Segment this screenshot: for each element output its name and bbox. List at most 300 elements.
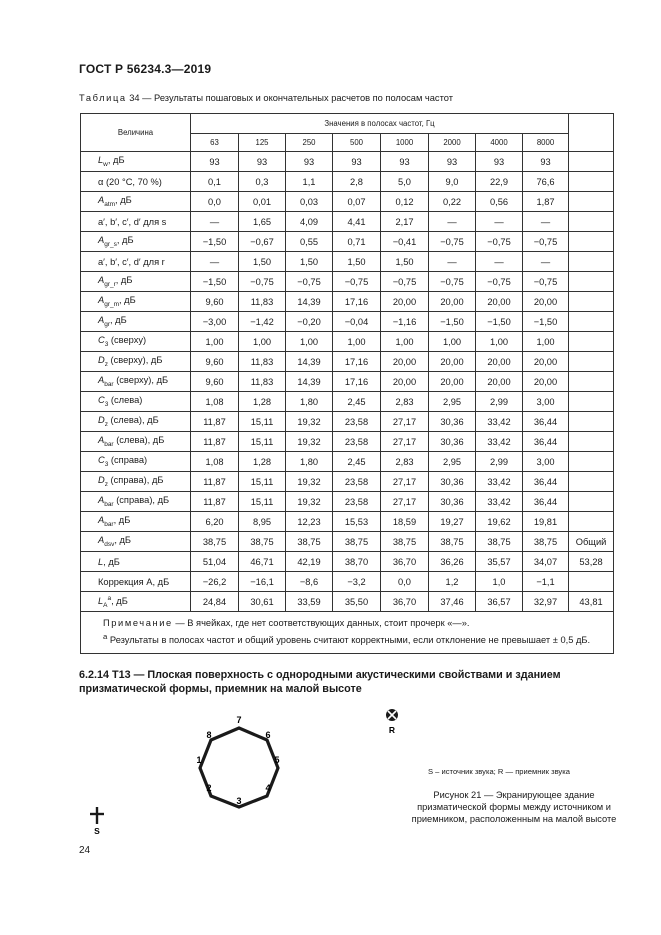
total-cell	[569, 412, 614, 432]
table-cell: —	[429, 212, 476, 232]
table-cell: 23,58	[333, 472, 381, 492]
table-cell: 23,58	[333, 492, 381, 512]
table-cell: 38,75	[476, 532, 523, 552]
table-cell: 20,00	[429, 292, 476, 312]
frequency-header: 125	[239, 134, 286, 152]
table-row	[81, 452, 614, 472]
table-cell: 18,59	[381, 512, 429, 532]
table-cell: 3,00	[523, 392, 569, 412]
row-quantity	[81, 292, 191, 312]
results-table	[80, 113, 614, 654]
table-cell: 20,00	[381, 372, 429, 392]
source-icon	[90, 807, 104, 824]
quantity-symbol: D	[98, 355, 105, 366]
row-quantity	[81, 272, 191, 292]
quantity-symbol: A	[98, 435, 105, 446]
table-row	[81, 172, 614, 192]
table-cell: 1,00	[286, 332, 333, 352]
table-cell: 38,70	[333, 552, 381, 572]
table-cell: 11,87	[191, 412, 239, 432]
table-cell: 4,09	[286, 212, 333, 232]
table-cell: 2,99	[476, 452, 523, 472]
table-cell: 32,97	[523, 592, 569, 612]
quantity-subscript: 3	[104, 400, 109, 408]
quantity-unit: , дБ	[111, 595, 128, 606]
total-cell	[569, 472, 614, 492]
table-cell: 2,83	[381, 392, 429, 412]
quantity-symbol: A	[98, 295, 105, 306]
table-cell: 9,0	[429, 172, 476, 192]
table-row	[81, 472, 614, 492]
table-cell: −0,75	[381, 272, 429, 292]
table-cell: 38,75	[523, 532, 569, 552]
total-cell	[569, 432, 614, 452]
total-cell	[569, 352, 614, 372]
quantity-subscript: gr	[104, 320, 110, 328]
row-quantity	[81, 212, 191, 232]
quantity-unit: , дБ	[103, 556, 120, 567]
table-cell: 4,41	[333, 212, 381, 232]
quantity-subscript: 3	[104, 340, 109, 348]
quantity-symbol: L	[98, 556, 104, 567]
total-cell	[569, 572, 614, 592]
row-quantity	[81, 332, 191, 352]
table-cell: −0,75	[429, 232, 476, 252]
frequency-header: 2000	[429, 134, 476, 152]
table-cell: −3,2	[333, 572, 381, 592]
table-cell: 38,75	[239, 532, 286, 552]
table-cell: 22,9	[476, 172, 523, 192]
table-cell: −8,6	[286, 572, 333, 592]
table-cell: 35,50	[333, 592, 381, 612]
row-quantity	[81, 592, 191, 612]
section-heading: 6.2.14 Т13 — Плоская поверхность с однородными акустическими свойствами и зданием призматической формы, приемник на малой высоте	[79, 669, 561, 695]
table-cell: 15,11	[239, 492, 286, 512]
row-quantity	[81, 412, 191, 432]
table-cell: 36,26	[429, 552, 476, 572]
vertex-label: 5	[274, 755, 280, 765]
quantity-symbol: C	[98, 395, 105, 406]
table-cell: 20,00	[476, 352, 523, 372]
table-caption	[79, 93, 453, 103]
quantity-subscript: gr_r	[104, 280, 116, 288]
table-cell: 24,84	[191, 592, 239, 612]
total-cell	[569, 192, 614, 212]
table-cell: 20,00	[523, 372, 569, 392]
quantity-unit: , дБ	[115, 275, 133, 286]
total-cell	[569, 452, 614, 472]
table-cell: −26,2	[191, 572, 239, 592]
table-row	[81, 152, 614, 172]
table-cell: 5,0	[381, 172, 429, 192]
row-quantity	[81, 172, 191, 192]
vertex-label: 7	[236, 715, 242, 725]
receiver-label: R	[388, 725, 396, 735]
table-cell: 19,32	[286, 432, 333, 452]
quantity-unit: (слева)	[108, 395, 143, 406]
table-cell: 11,83	[239, 292, 286, 312]
table-cell: 1,00	[191, 332, 239, 352]
table-cell: 36,70	[381, 552, 429, 572]
table-cell: 17,16	[333, 352, 381, 372]
quantity-subscript: bar	[104, 380, 114, 388]
table-cell: 1,08	[191, 392, 239, 412]
table-cell: 1,28	[239, 392, 286, 412]
table-cell: 2,95	[429, 452, 476, 472]
row-quantity	[81, 372, 191, 392]
footnote-text: Результаты в полосах частот и общий уровень считают корректными, если отклонение не превышает ± 0,5 дБ.	[107, 635, 591, 646]
table-cell: 36,57	[476, 592, 523, 612]
frequency-group-header: Значения в полосах частот, Гц	[191, 114, 569, 134]
quantity-subscript: A	[103, 601, 108, 609]
total-cell: Общий	[569, 532, 614, 552]
table-cell: 17,16	[333, 372, 381, 392]
table-row	[81, 532, 614, 552]
quantity-unit: , дБ	[116, 235, 134, 246]
table-cell: 15,11	[239, 432, 286, 452]
total-column-header	[569, 114, 614, 152]
frequency-header: 1000	[381, 134, 429, 152]
table-caption-text: 34 — Результаты пошаговых и окончательных расчетов по полосам частот	[126, 93, 453, 103]
vertex-label: 2	[206, 783, 212, 793]
quantity-symbol: C	[98, 455, 105, 466]
frequency-header: 63	[191, 134, 239, 152]
table-note	[85, 616, 607, 630]
table-row	[81, 492, 614, 512]
table-cell: 9,60	[191, 352, 239, 372]
table-row	[81, 412, 614, 432]
table-cell: 19,81	[523, 512, 569, 532]
quantity-subscript: bar	[104, 520, 114, 528]
table-cell: —	[191, 252, 239, 272]
quantity-unit: (сверху), дБ	[107, 355, 163, 366]
total-cell: 43,81	[569, 592, 614, 612]
quantity-subscript: z	[104, 360, 108, 368]
quantity-unit: (сверху), дБ	[113, 375, 169, 386]
table-row	[81, 272, 614, 292]
table-cell: 19,27	[429, 512, 476, 532]
table-cell: 93	[286, 152, 333, 172]
table-cell: 1,28	[239, 452, 286, 472]
note-label: Примечание	[103, 618, 173, 628]
row-quantity	[81, 392, 191, 412]
table-cell: 11,87	[191, 492, 239, 512]
row-quantity	[81, 532, 191, 552]
table-cell: −0,75	[286, 272, 333, 292]
quantity-superscript: a	[107, 594, 112, 602]
quantity-unit: , дБ	[115, 195, 132, 206]
table-cell: 1,2	[429, 572, 476, 592]
note-text: — В ячейках, где нет соответствующих данных, стоит прочерк «—».	[172, 618, 470, 628]
table-cell: 27,17	[381, 432, 429, 452]
frequency-header: 250	[286, 134, 333, 152]
table-cell: −0,75	[429, 272, 476, 292]
table-cell: 12,23	[286, 512, 333, 532]
table-cell: −16,1	[239, 572, 286, 592]
quantity-unit: , дБ	[114, 535, 132, 546]
table-cell: 27,17	[381, 492, 429, 512]
quantity-unit: (сверху)	[108, 335, 147, 346]
table-cell: 36,44	[523, 412, 569, 432]
table-row	[81, 392, 614, 412]
quantity-symbol: a′, b′, c′, d′ для s	[98, 216, 167, 227]
table-cell: 30,36	[429, 412, 476, 432]
quantity-unit: (слева), дБ	[113, 435, 165, 446]
quantity-subscript: w	[103, 160, 108, 168]
table-cell: 14,39	[286, 292, 333, 312]
table-cell: 15,11	[239, 412, 286, 432]
table-cell: —	[476, 252, 523, 272]
table-cell: −0,67	[239, 232, 286, 252]
table-cell: 30,36	[429, 432, 476, 452]
table-cell: 93	[381, 152, 429, 172]
table-cell: 36,44	[523, 492, 569, 512]
table-cell: —	[429, 252, 476, 272]
table-cell: 1,1	[286, 172, 333, 192]
quantity-symbol: A	[98, 515, 105, 526]
table-caption-label: Таблица	[79, 93, 127, 103]
quantity-symbol: D	[98, 475, 105, 486]
table-cell: 1,50	[333, 252, 381, 272]
vertex-label: 3	[236, 796, 242, 806]
quantity-symbol: C	[98, 335, 105, 346]
table-cell: 1,0	[476, 572, 523, 592]
table-cell: 1,00	[381, 332, 429, 352]
source-label: S	[94, 826, 100, 836]
table-cell: 20,00	[523, 352, 569, 372]
quantity-symbol: D	[98, 415, 105, 426]
table-cell: 1,50	[286, 252, 333, 272]
table-cell: 0,55	[286, 232, 333, 252]
footnote-mark: a	[103, 632, 108, 641]
table-cell: 20,00	[381, 352, 429, 372]
table-cell: −1,1	[523, 572, 569, 592]
table-row	[81, 212, 614, 232]
total-cell	[569, 212, 614, 232]
table-cell: 37,46	[429, 592, 476, 612]
table-cell: 14,39	[286, 352, 333, 372]
table-cell: −1,50	[476, 312, 523, 332]
table-cell: 1,00	[523, 332, 569, 352]
figure-caption: Рисунок 21 — Экранирующее здание призматической формы между источником и приемником, расположенным на малой высоте	[411, 790, 617, 824]
quantity-unit: (справа), дБ	[107, 475, 164, 486]
table-cell: 0,71	[333, 232, 381, 252]
table-cell: 93	[429, 152, 476, 172]
total-cell	[569, 252, 614, 272]
quantity-unit: , дБ	[113, 515, 131, 526]
table-cell: 33,42	[476, 472, 523, 492]
row-quantity	[81, 552, 191, 572]
table-cell: 27,17	[381, 472, 429, 492]
table-cell: 2,8	[333, 172, 381, 192]
row-quantity	[81, 352, 191, 372]
table-cell: 2,99	[476, 392, 523, 412]
vertex-label: 4	[265, 783, 271, 793]
table-cell: —	[523, 252, 569, 272]
total-cell	[569, 232, 614, 252]
table-cell: 33,59	[286, 592, 333, 612]
total-cell	[569, 372, 614, 392]
table-cell: 0,3	[239, 172, 286, 192]
table-row	[81, 512, 614, 532]
table-cell: 2,95	[429, 392, 476, 412]
table-cell: −0,75	[333, 272, 381, 292]
quantity-symbol: A	[98, 235, 105, 246]
table-cell: 11,87	[191, 472, 239, 492]
table-cell: −0,75	[476, 232, 523, 252]
table-cell: 93	[191, 152, 239, 172]
total-cell	[569, 512, 614, 532]
row-quantity	[81, 512, 191, 532]
row-quantity	[81, 192, 191, 212]
row-quantity	[81, 432, 191, 452]
table-cell: 38,75	[191, 532, 239, 552]
table-cell: 93	[523, 152, 569, 172]
frequency-header: 4000	[476, 134, 523, 152]
table-cell: 0,03	[286, 192, 333, 212]
table-cell: 38,75	[286, 532, 333, 552]
quantity-symbol: A	[98, 375, 105, 386]
table-cell: 2,17	[381, 212, 429, 232]
table-row	[81, 352, 614, 372]
quantity-unit: (слева), дБ	[107, 415, 159, 426]
row-quantity	[81, 492, 191, 512]
table-cell: 42,19	[286, 552, 333, 572]
quantity-unit: , дБ	[109, 315, 127, 326]
table-cell: 20,00	[429, 352, 476, 372]
quantity-symbol: A	[98, 495, 105, 506]
table-cell: 11,83	[239, 372, 286, 392]
total-cell	[569, 492, 614, 512]
table-cell: 19,32	[286, 472, 333, 492]
quantity-symbol: A	[98, 275, 105, 286]
quantity-symbol: Коррекция А, дБ	[98, 576, 170, 587]
receiver-icon	[386, 709, 398, 721]
table-cell: 0,07	[333, 192, 381, 212]
table-cell: 46,71	[239, 552, 286, 572]
table-cell: 33,42	[476, 412, 523, 432]
quantity-subscript: 3	[104, 460, 109, 468]
frequency-header: 500	[333, 134, 381, 152]
table-footnote	[85, 630, 607, 647]
vertex-label: 1	[196, 755, 202, 765]
table-cell: 2,83	[381, 452, 429, 472]
table-cell: 1,80	[286, 392, 333, 412]
table-cell: 1,50	[239, 252, 286, 272]
frequency-header: 8000	[523, 134, 569, 152]
row-quantity	[81, 312, 191, 332]
row-quantity	[81, 152, 191, 172]
quantity-subscript: z	[104, 420, 108, 428]
table-cell: 35,57	[476, 552, 523, 572]
table-cell: 30,36	[429, 472, 476, 492]
quantity-column-header: Величина	[81, 114, 191, 152]
total-cell	[569, 392, 614, 412]
quantity-subscript: gr_m	[104, 300, 120, 308]
table-cell: 1,00	[429, 332, 476, 352]
table-cell: 0,56	[476, 192, 523, 212]
table-cell: 27,17	[381, 412, 429, 432]
table-cell: 23,58	[333, 412, 381, 432]
table-cell: 20,00	[381, 292, 429, 312]
total-cell	[569, 312, 614, 332]
quantity-symbol: α (20 °C, 70 %)	[98, 176, 162, 187]
table-cell: 20,00	[523, 292, 569, 312]
row-quantity	[81, 572, 191, 592]
table-cell: 51,04	[191, 552, 239, 572]
vertex-label: 6	[265, 730, 271, 740]
table-cell: 3,00	[523, 452, 569, 472]
table-cell: 1,65	[239, 212, 286, 232]
table-cell: −0,75	[476, 272, 523, 292]
table-cell: 20,00	[476, 372, 523, 392]
table-cell: 1,08	[191, 452, 239, 472]
table-row	[81, 292, 614, 312]
quantity-subscript: dsv	[104, 540, 115, 548]
table-cell: 1,00	[239, 332, 286, 352]
quantity-symbol: A	[98, 195, 105, 206]
table-row	[81, 332, 614, 352]
quantity-unit: , дБ	[119, 295, 136, 306]
total-cell	[569, 272, 614, 292]
quantity-symbol: L	[98, 155, 104, 166]
table-cell: 38,75	[381, 532, 429, 552]
table-cell: 76,6	[523, 172, 569, 192]
total-cell	[569, 172, 614, 192]
table-cell: 0,12	[381, 192, 429, 212]
table-cell: 93	[476, 152, 523, 172]
quantity-unit: (справа)	[108, 455, 148, 466]
quantity-unit: (справа), дБ	[113, 495, 170, 506]
table-cell: −1,50	[191, 232, 239, 252]
table-cell: 0,0	[381, 572, 429, 592]
quantity-symbol: A	[98, 535, 105, 546]
row-quantity	[81, 232, 191, 252]
table-row	[81, 372, 614, 392]
table-cell: 15,53	[333, 512, 381, 532]
quantity-symbol: a′, b′, c′, d′ для r	[98, 256, 165, 267]
total-cell	[569, 292, 614, 312]
table-cell: 30,36	[429, 492, 476, 512]
page-number: 24	[79, 845, 91, 856]
table-cell: 2,45	[333, 452, 381, 472]
table-cell: 11,83	[239, 352, 286, 372]
total-cell	[569, 332, 614, 352]
table-cell: −1,16	[381, 312, 429, 332]
table-cell: 1,87	[523, 192, 569, 212]
table-cell: 33,42	[476, 432, 523, 452]
table-cell: 19,32	[286, 412, 333, 432]
table-cell: —	[523, 212, 569, 232]
quantity-subscript: gr_s	[104, 240, 117, 248]
table-cell: −1,50	[191, 272, 239, 292]
table-cell: −1,50	[429, 312, 476, 332]
table-notes	[81, 612, 614, 654]
table-cell: 9,60	[191, 372, 239, 392]
quantity-unit: , дБ	[107, 155, 125, 166]
table-cell: 34,07	[523, 552, 569, 572]
table-cell: 36,44	[523, 472, 569, 492]
table-row	[81, 552, 614, 572]
table-cell: −3,00	[191, 312, 239, 332]
quantity-subscript: atm	[104, 200, 116, 208]
table-cell: 6,20	[191, 512, 239, 532]
table-cell: 0,01	[239, 192, 286, 212]
table-row	[81, 572, 614, 592]
table-cell: 93	[239, 152, 286, 172]
table-cell: 30,61	[239, 592, 286, 612]
table-cell: 14,39	[286, 372, 333, 392]
